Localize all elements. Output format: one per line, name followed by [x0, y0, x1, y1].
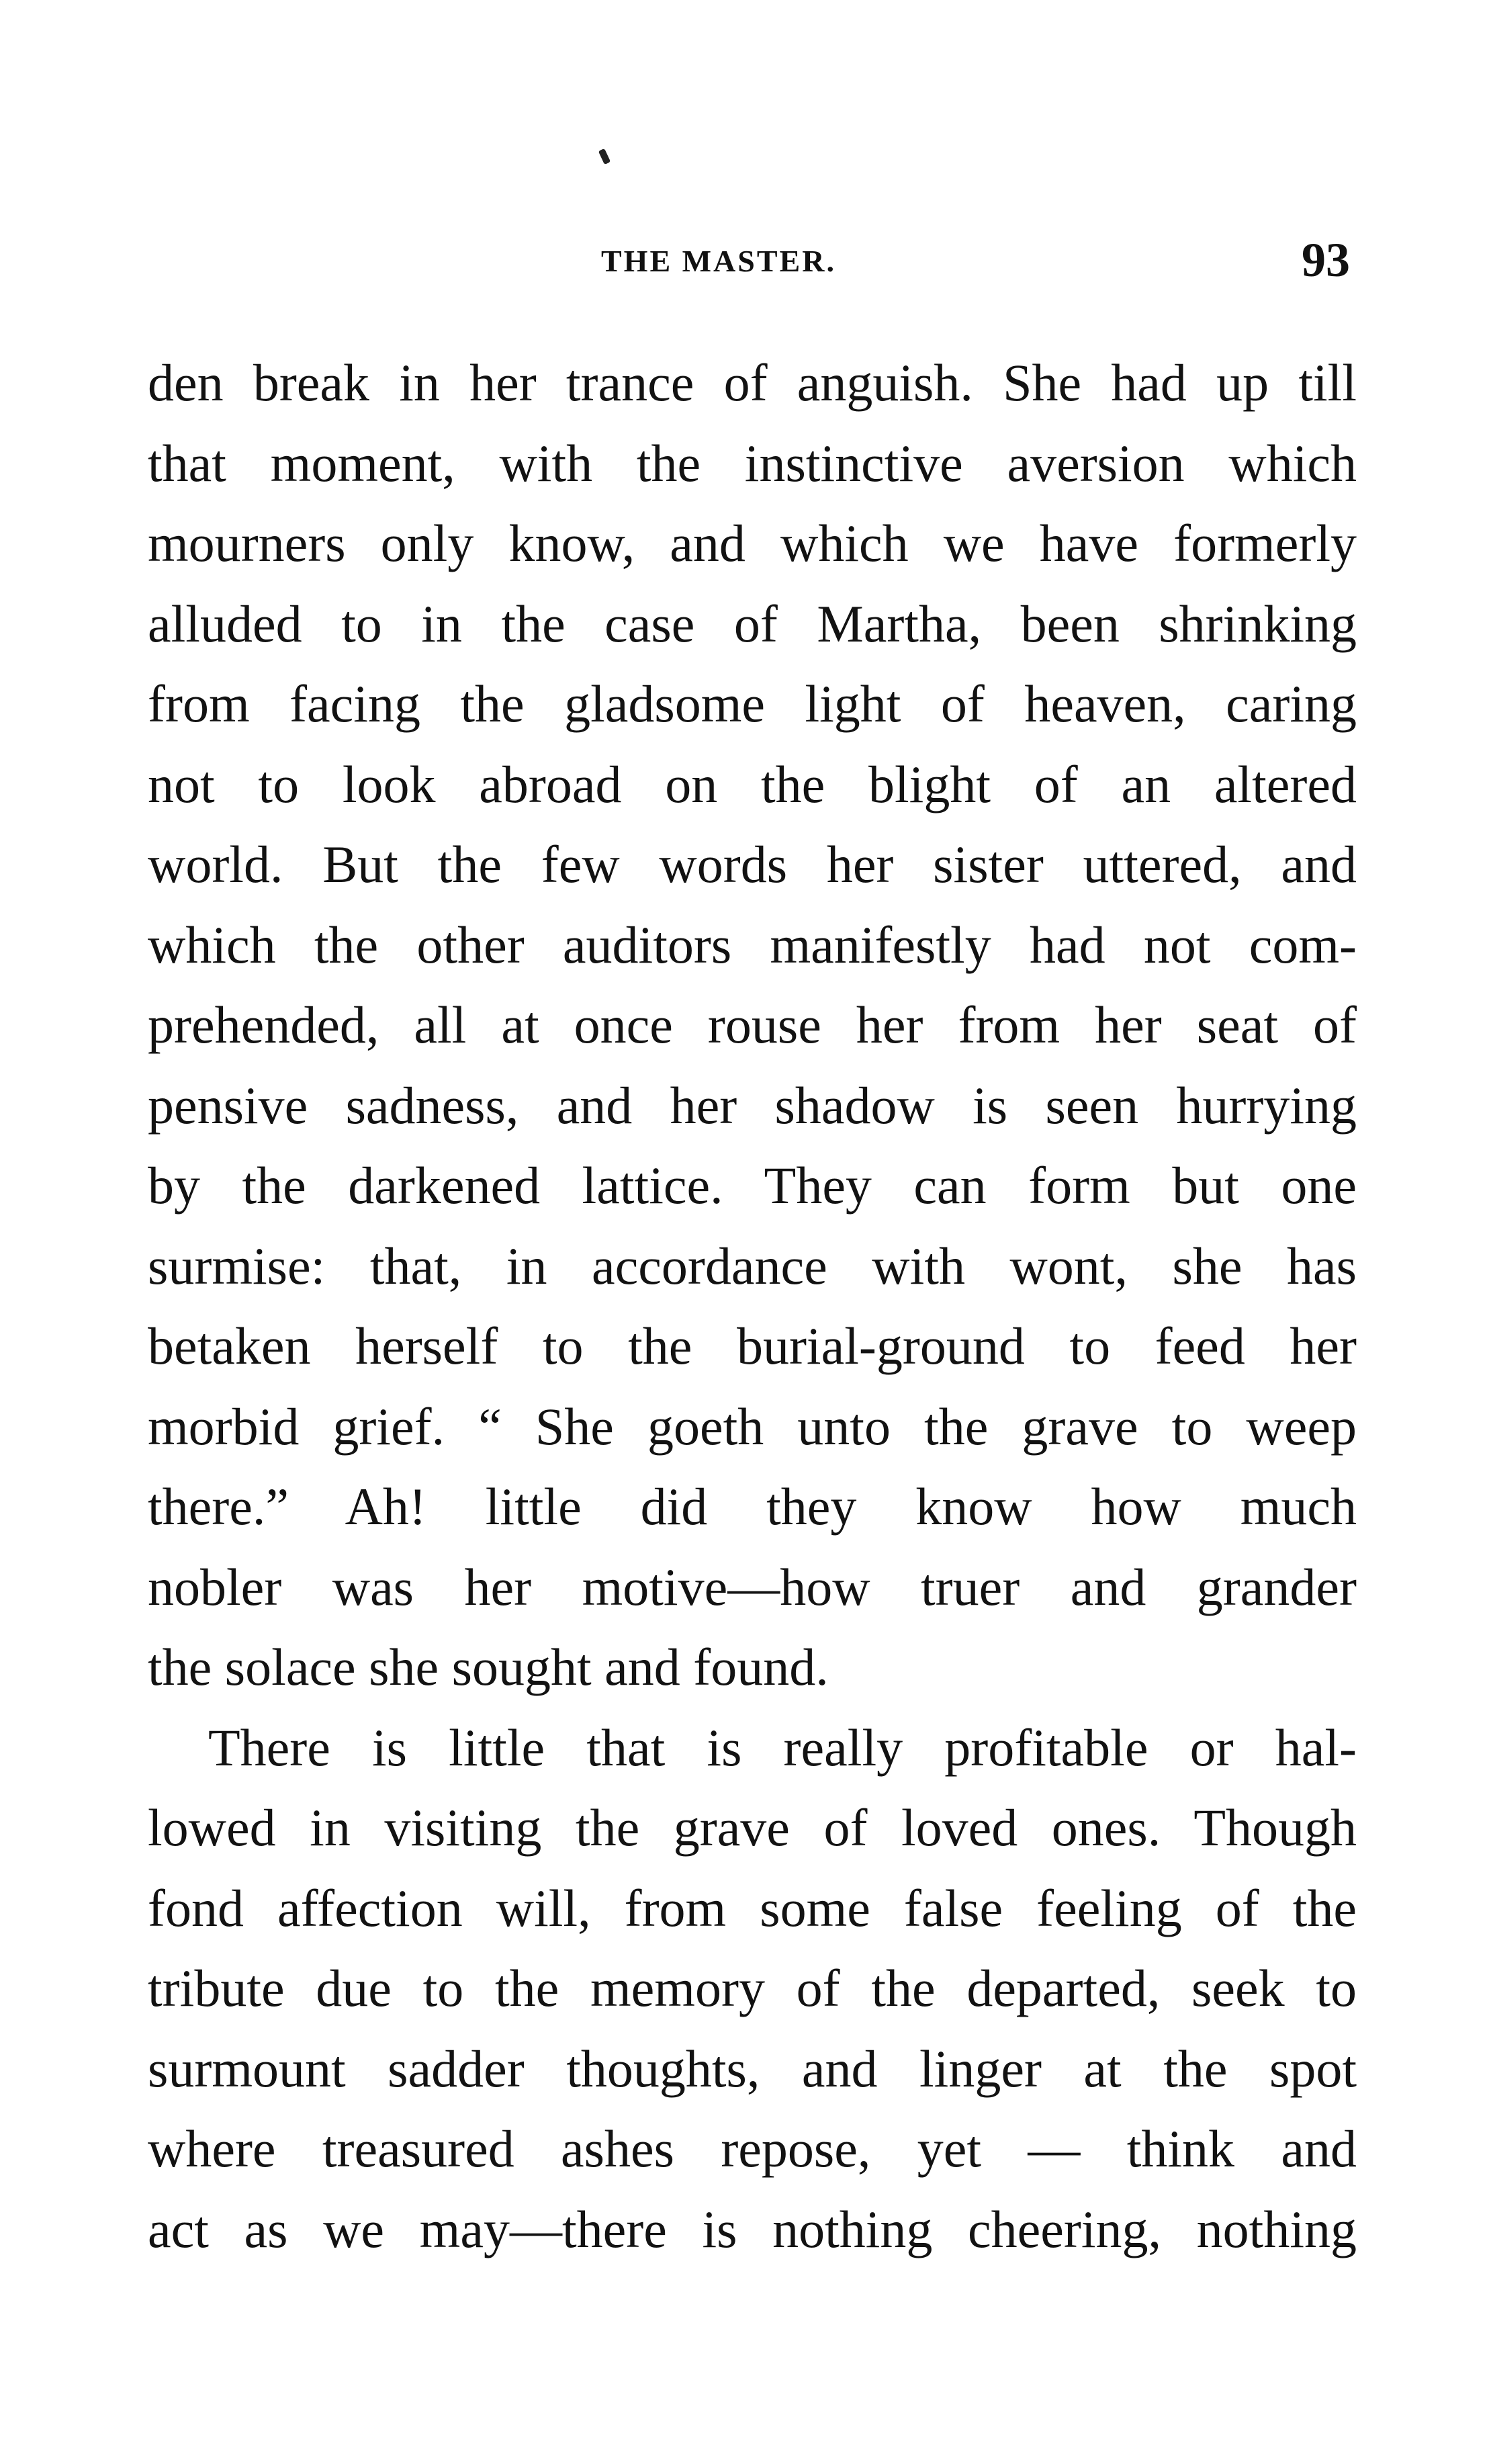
text-line: pensive sadness, and her shadow is seen hurrying [148, 1075, 1357, 1135]
text-line: den break in her trance of anguish. She had up till [148, 353, 1357, 412]
text-line: morbid grief. “ She goeth unto the grave to weep [148, 1397, 1357, 1456]
text-line: there.” Ah! little did they know how much [148, 1477, 1357, 1536]
page-header [154, 228, 1350, 296]
paragraph-2 [148, 1708, 1357, 2270]
text-line: prehended, all at once rouse her from her seat of [148, 996, 1357, 1054]
text-line: world. But the few words her sister uttered, and [148, 835, 1357, 893]
text-line: which the other auditors manifestly had not com- [148, 915, 1357, 974]
text-line: where treasured ashes repose, yet — think and [148, 2119, 1357, 2178]
text-line: alluded to in the case of Martha, been shrinking [148, 594, 1357, 653]
text-line: mourners only know, and which we have formerly [148, 514, 1357, 572]
text-line: surmount sadder thoughts, and linger at the spot [148, 2039, 1357, 2098]
text-line: by the darkened lattice. They can form but one [148, 1156, 1357, 1215]
text-line: not to look abroad on the blight of an altered [148, 754, 1357, 813]
text-line: from facing the gladsome light of heaven, caring [148, 674, 1357, 733]
text-line: tribute due to the memory of the departed, seek to [148, 1959, 1357, 2017]
text-line: fond affection will, from some false feeling of the [148, 1878, 1357, 1937]
body-text [148, 343, 1357, 2269]
paragraph-1 [148, 343, 1357, 1708]
page-number: 93 [1302, 233, 1350, 287]
text-line: There is little that is really profitable or hal- [208, 1718, 1357, 1777]
text-line: surmise: that, in accordance with wont, she has [148, 1236, 1357, 1295]
ink-mark [598, 148, 611, 165]
text-line: the solace she sought and found. [148, 1638, 829, 1696]
text-line: betaken herself to the burial-ground to feed her [148, 1317, 1357, 1375]
text-line: lowed in visiting the grave of loved ones. Though [148, 1798, 1357, 1857]
text-line: that moment, with the instinctive aversion which [148, 433, 1357, 492]
text-line: nobler was her motive—how truer and grander [148, 1557, 1357, 1616]
text-line: act as we may—there is nothing cheering, nothing [148, 2199, 1357, 2258]
running-title: THE MASTER. [601, 244, 836, 278]
